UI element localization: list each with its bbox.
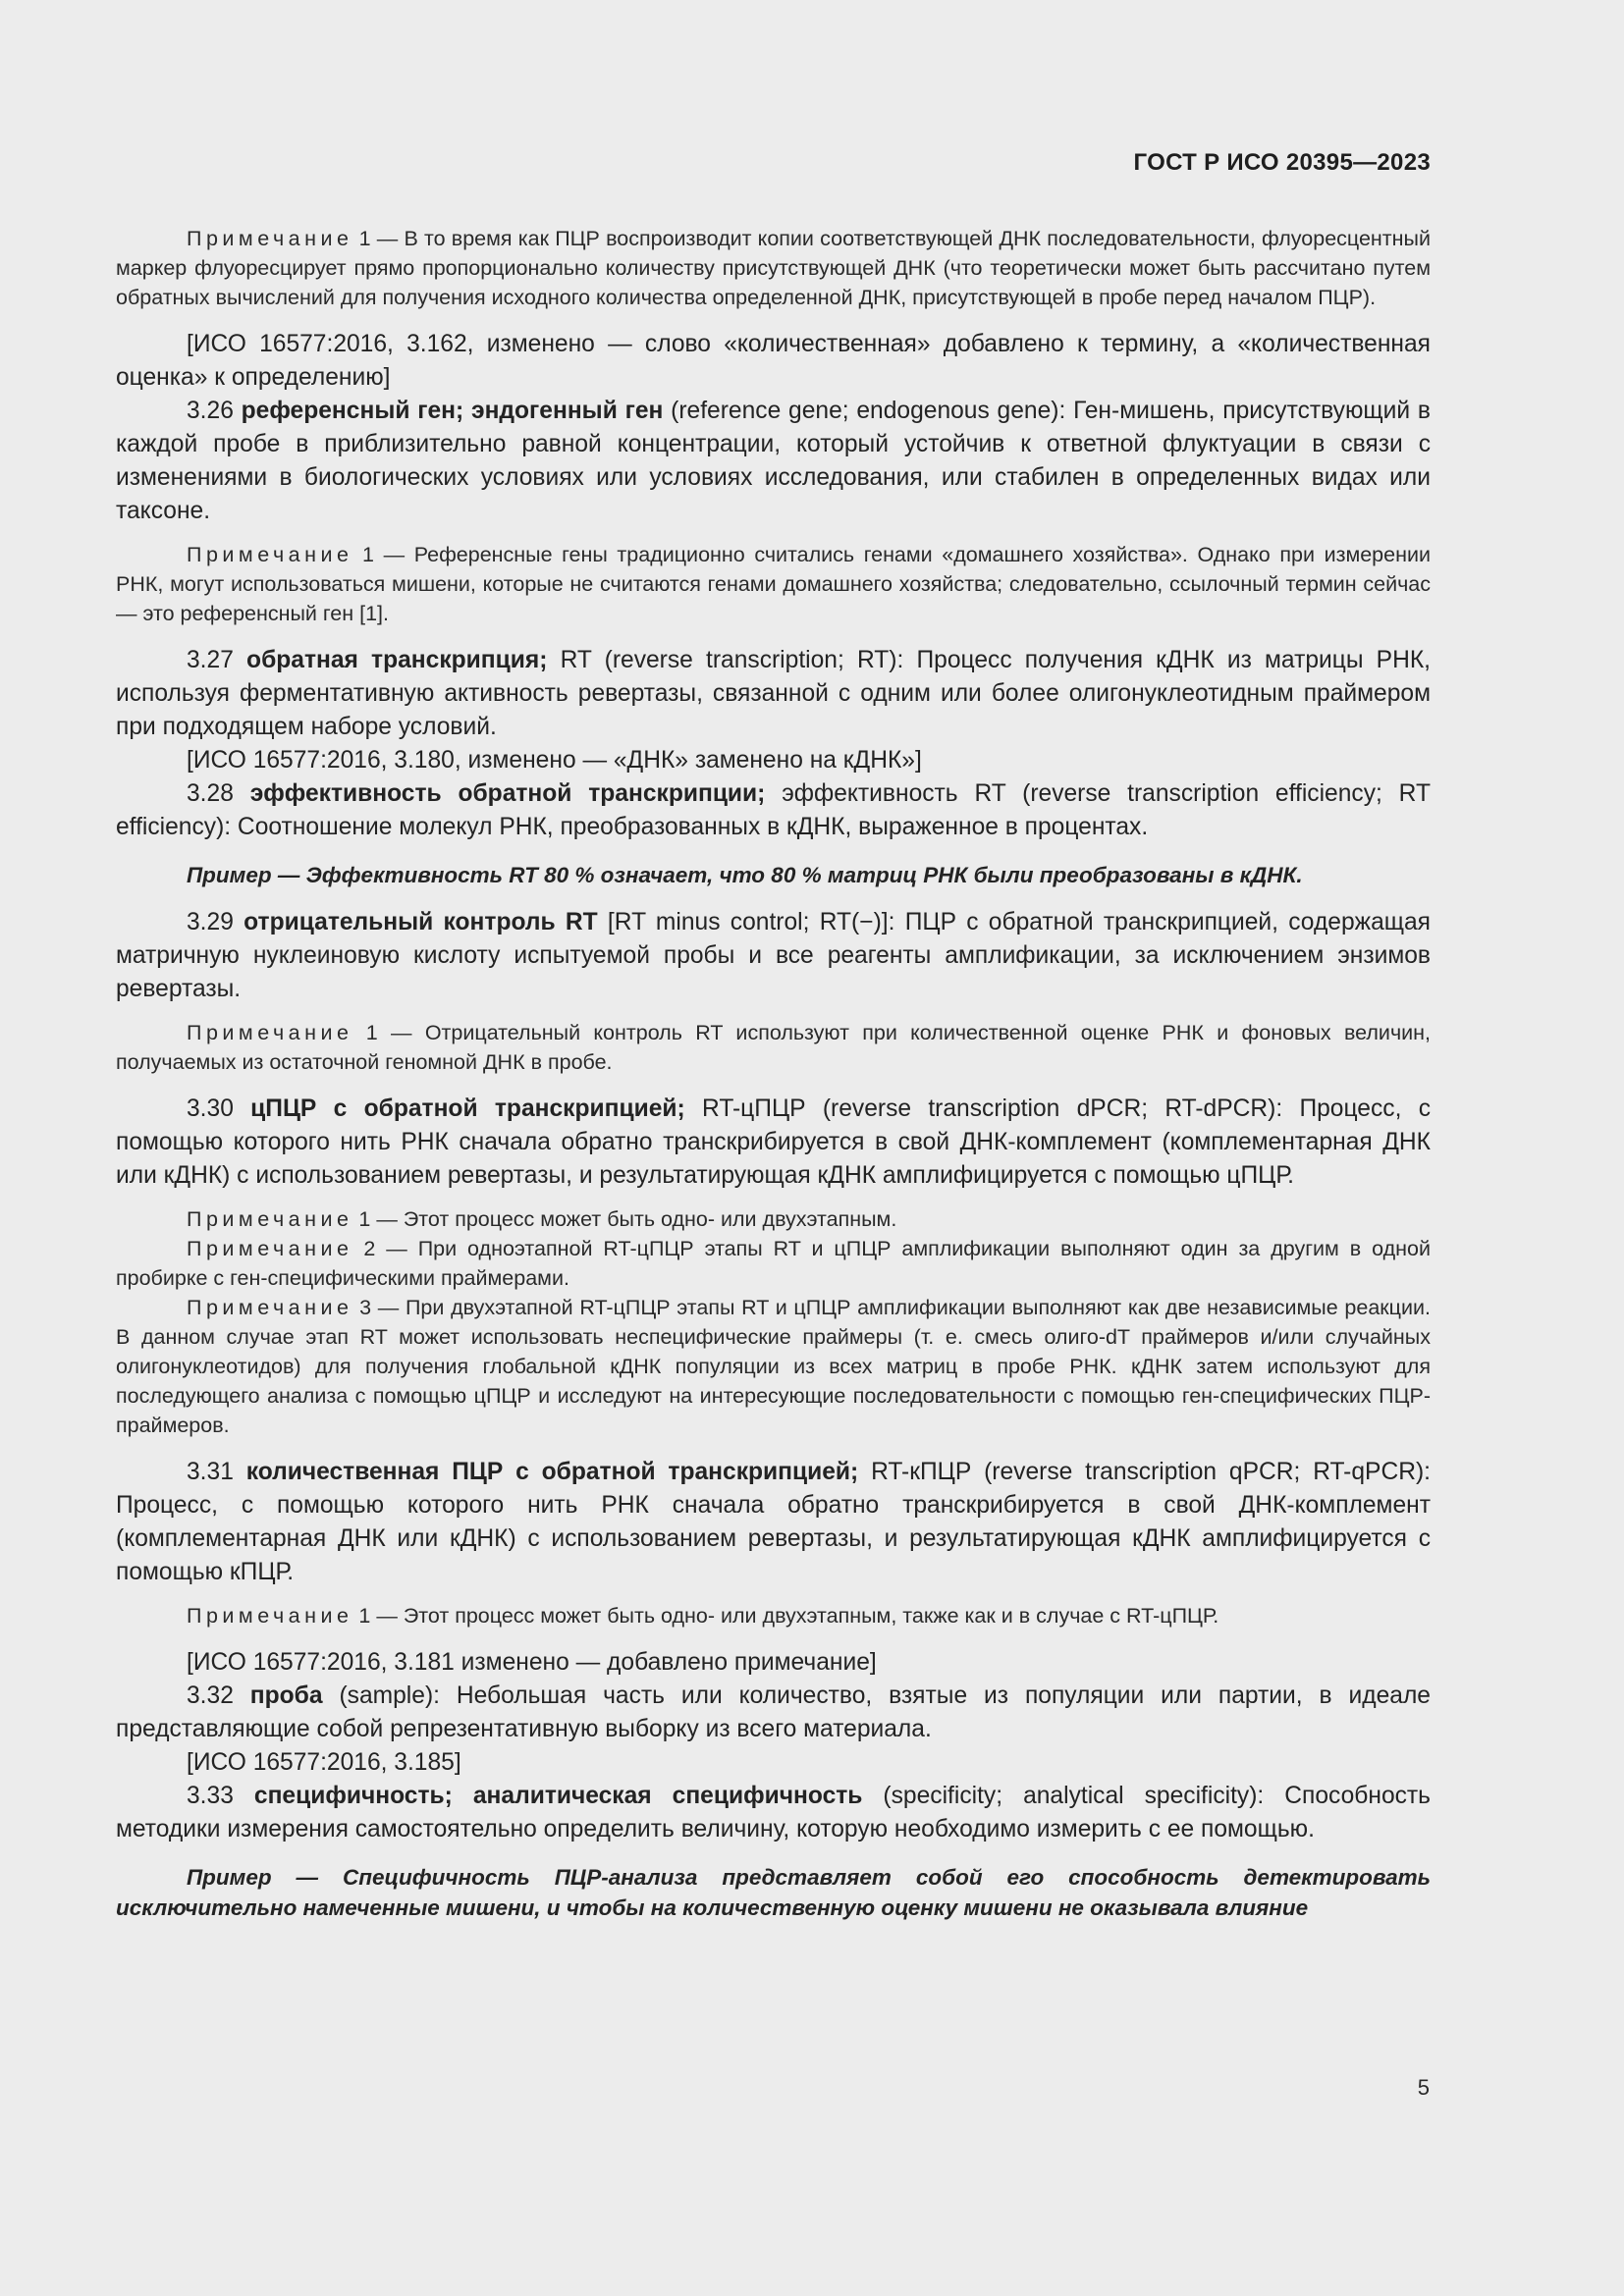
term-text: RT-цПЦР (reverse transcription dPCR; RT-dPCR): Процесс, с помощью которого нить РНК сначала обратно транскрибируется в свой ДНК-комплемент (комплементарная ДНК или кДНК) с использованием ревертазы, и результатирующая кДНК амплифицируется с помощью цПЦР. (116, 1095, 1431, 1189)
term-definition-3-31 (116, 1456, 1431, 1589)
term-text: (sample): Небольшая часть или количество, взятые из популяции или партии, в идеале представляющие собой репрезентативную выборку из всего материала. (116, 1682, 1431, 1742)
page-content (116, 224, 1431, 1923)
source-reference: [ИСО 16577:2016, 3.181 изменено — добавлено примечание] (187, 1649, 877, 1676)
term-definition-3-33 (116, 1780, 1431, 1846)
note-label: Примечание (187, 543, 353, 566)
term-text: RT-кПЦР (reverse transcription qPCR; RT-qPCR): Процесс, с помощью которого нить РНК сначала обратно транскрибируется в свой ДНК-комплемент (комплементарная ДНК или кДНК) с использованием ревертазы, и результатирующая кДНК амплифицируется с помощью кПЦР. (116, 1459, 1431, 1585)
term-number: 3.28 (187, 780, 250, 807)
note (116, 540, 1431, 628)
note-text: 1 — Этот процесс может быть одно- или двухэтапным. (352, 1207, 897, 1231)
note-label: Примечание (187, 227, 353, 250)
term-definition-3-30 (116, 1093, 1431, 1193)
page-number: 5 (1417, 2075, 1430, 2100)
example: Пример — Эффективность RT 80 % означает, что 80 % матриц РНК были преобразованы в кДНК. (187, 863, 1303, 887)
note-text: 1 — Референсные гены традиционно считались генами «домашнего хозяйства». Однако при измерении РНК, могут использоваться мишени, которые не считаются генами домашнего хозяйства; следовательно, ссылочный термин сейчас — это референсный ген [1]. (116, 543, 1431, 625)
page-header: ГОСТ Р ИСО 20395—2023 (1133, 149, 1431, 176)
term-name: количественная ПЦР с обратной транскрипцией; (245, 1459, 859, 1485)
term-name: специфичность; аналитическая специфичность (253, 1783, 863, 1809)
note (116, 1601, 1431, 1630)
term-definition-3-32 (116, 1680, 1431, 1746)
term-number: 3.33 (187, 1783, 254, 1809)
term-text: [RT minus control; RT(−)]: ПЦР с обратной транскрипцией, содержащая матричную нуклеиновую кислоту испытуемой пробы и все реагенты амплификации, за исключением энзимов ревертазы. (116, 909, 1432, 1002)
source-reference: [ИСО 16577:2016, 3.162, изменено — слово «количественная» добавлено к термину, а «количественная оценка» к определению] (116, 331, 1431, 391)
note-text: 1 — В то время как ПЦР воспроизводит копии соответствующей ДНК последовательности, флуоресцентный маркер флуоресцирует прямо пропорционально количеству присутствующей ДНК (что теоретически может быть рассчитано путем обратных вычислений для получения исходного количества определенной ДНК, присутствующей в пробе перед началом ПЦР). (116, 227, 1431, 309)
term-name: цПЦР с обратной транскрипцией; (250, 1095, 685, 1122)
term-text: RT (reverse transcription; RT): Процесс получения кДНК из матрицы РНК, используя ферментативную активность ревертазы, связанной с одним или более олигонуклеотидным праймером при подходящем наборе условий. (116, 647, 1432, 740)
note-label: Примечание (187, 1237, 353, 1260)
term-number: 3.32 (187, 1682, 250, 1709)
term-name: проба (249, 1682, 323, 1709)
term-definition-3-29 (116, 906, 1431, 1006)
term-definition-3-27 (116, 644, 1431, 744)
note-label: Примечание (187, 1296, 353, 1319)
term-text: эффективность RT (reverse transcription efficiency; RT efficiency): Соотношение молекул РНК, преобразованных в кДНК, выраженное в процентах. (116, 780, 1431, 840)
note-label: Примечание (187, 1604, 353, 1628)
source-reference: [ИСО 16577:2016, 3.180, изменено — «ДНК» заменено на кДНК»] (187, 747, 922, 774)
note-text: 1 — Этот процесс может быть одно- или двухэтапным, также как и в случае с RT-цПЦР. (352, 1604, 1219, 1628)
note (116, 1204, 1431, 1234)
note-text: 3 — При двухэтапной RT-цПЦР этапы RT и цПЦР амплификации выполняют как две независимые реакции. В данном случае этап RT может использовать неспецифические праймеры (т. е. смесь олиго-dT праймеров и/или случайных олигонуклеотидов) для получения глобальной кДНК популяции из всех матриц в пробе РНК. кДНК затем используют для последующего анализа с помощью цПЦР и исследуют на интересующие последовательности с помощью ген-специфических ПЦР-праймеров. (116, 1296, 1431, 1437)
note-label: Примечание (187, 1207, 353, 1231)
note (116, 1234, 1431, 1293)
note-text: 1 — Отрицательный контроль RT используют при количественной оценке РНК и фоновых величин, получаемых из остаточной геномной ДНК в пробе. (116, 1021, 1431, 1074)
term-number: 3.27 (187, 647, 247, 673)
term-text: (specificity; analytical specificity): Способность методики измерения самостоятельно определить величину, которую необходимо измерить с ее помощью. (116, 1783, 1431, 1842)
term-name: эффективность обратной транскрипции; (249, 780, 766, 807)
term-number: 3.30 (187, 1095, 251, 1122)
note-label: Примечание (187, 1021, 353, 1044)
term-name: референсный ген; эндогенный ген (241, 398, 664, 424)
term-name: обратная транскрипция; (246, 647, 548, 673)
note-text: 2 — При одноэтапной RT-цПЦР этапы RT и цПЦР амплификации выполняют один за другим в одной пробирке с ген-специфическими праймерами. (116, 1237, 1431, 1290)
term-text: (reference gene; endogenous gene): Ген-мишень, присутствующий в каждой пробе в приблизительно равной концентрации, который устойчив к ответной флуктуации в связи с изменениями в биологических условиях или условиях исследования, или стабилен в определенных видах или таксоне. (116, 398, 1431, 524)
source-reference: [ИСО 16577:2016, 3.185] (187, 1749, 461, 1776)
note (116, 224, 1431, 312)
term-number: 3.26 (187, 398, 242, 424)
term-definition-3-26 (116, 395, 1431, 528)
example: Пример — Специфичность ПЦР-анализа представляет собой его способность детектировать исключительно намеченные мишени, и чтобы на количественную оценку мишени не оказывала влияние (116, 1865, 1431, 1920)
term-name: отрицательный контроль RT (244, 909, 598, 935)
term-number: 3.29 (187, 909, 244, 935)
note (116, 1018, 1431, 1077)
term-definition-3-28 (116, 777, 1431, 844)
note (116, 1293, 1431, 1440)
term-number: 3.31 (187, 1459, 246, 1485)
